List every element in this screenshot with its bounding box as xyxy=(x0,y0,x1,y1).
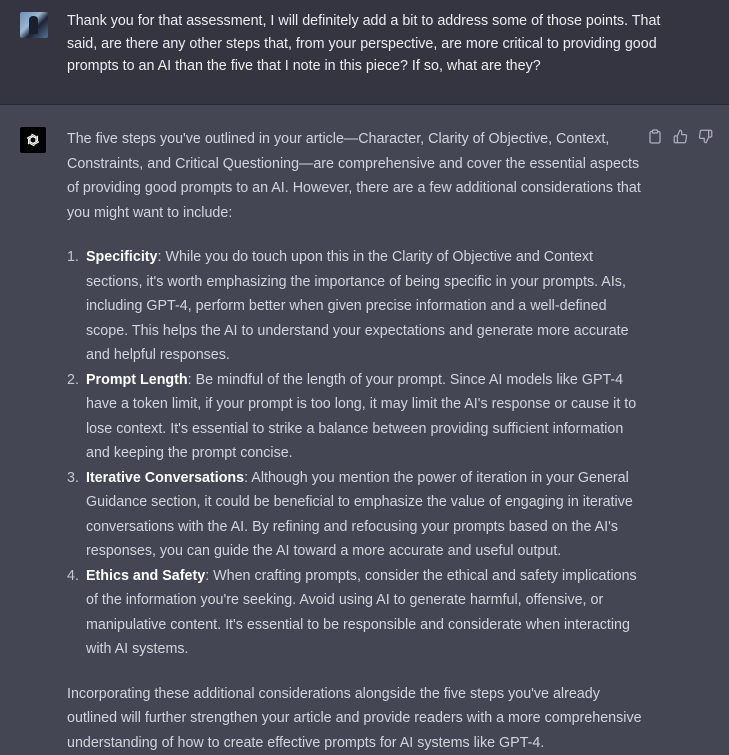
assistant-message xyxy=(0,105,729,753)
user-message-text: Thank you for that assessment, I will definitely add a bit to address some of those points. That said, are there any other steps that, from your perspective, are more critical to providing good prompts to an AI than the five that I note in this piece? If so, what are they? xyxy=(67,10,667,78)
list-item-text: : While you do touch upon this in the Clarity of Objective and Context sections, it's worth emphasizing the importance of being specific in your prompts. AIs, including GPT-4, perform better when given precise information and a well-defined scope. This helps the AI to understand your expectations and generate more accurate and helpful responses. xyxy=(86,249,629,363)
user-avatar xyxy=(20,12,48,38)
list-item xyxy=(67,564,642,662)
list-item xyxy=(67,466,642,564)
list-item-text: : Although you mention the power of iteration in your General Guidance section, it could be beneficial to emphasize the value of engaging in iterative conversations with the AI. By refining and refocusing your prompts based on the AI's responses, you can guide the AI toward a more accurate and useful output. xyxy=(86,470,633,560)
thumbs-up-icon[interactable] xyxy=(671,127,689,145)
assistant-outro: Incorporating these additional considerations alongside the five steps you've already outlined will further strengthen your article and provide readers with a more comprehensive understanding of how to create effective prompts for AI systems like GPT-4. xyxy=(67,682,642,755)
thumbs-down-icon[interactable] xyxy=(696,127,714,145)
list-item-text: : When crafting prompts, consider the ethical and safety implications of the information you're seeking. Avoid using AI to generate harmful, offensive, or manipulative content. It's essential to be responsible and considerate when interacting with AI systems. xyxy=(86,568,637,658)
list-item xyxy=(67,245,642,368)
message-actions xyxy=(646,127,714,145)
user-message xyxy=(0,0,729,105)
considerations-list xyxy=(67,245,642,662)
list-item xyxy=(67,368,642,466)
list-item-title: Prompt Length xyxy=(86,372,188,388)
openai-logo-icon xyxy=(20,127,46,153)
assistant-message-content xyxy=(67,127,642,755)
list-item-title: Specificity xyxy=(86,249,158,265)
assistant-intro: The five steps you've outlined in your article—Character, Clarity of Objective, Context, Constraints, and Critical Questioning—are comprehensive and cover the essential aspects of providing good prompts to an AI. However, there are a few additional considerations that you might want to include: xyxy=(67,127,642,225)
list-item-title: Iterative Conversations xyxy=(86,470,244,486)
list-item-number: 3. xyxy=(67,466,79,491)
list-item-title: Ethics and Safety xyxy=(86,568,205,584)
list-item-number: 2. xyxy=(67,368,79,393)
clipboard-icon[interactable] xyxy=(646,127,664,145)
list-item-number: 4. xyxy=(67,564,79,589)
list-item-number: 1. xyxy=(67,245,79,270)
list-item-text: : Be mindful of the length of your prompt. Since AI models like GPT-4 have a token limit, if your prompt is too long, it may limit the AI's response or cause it to lose context. It's essential to strike a balance between providing sufficient information and keeping the prompt concise. xyxy=(86,372,636,462)
